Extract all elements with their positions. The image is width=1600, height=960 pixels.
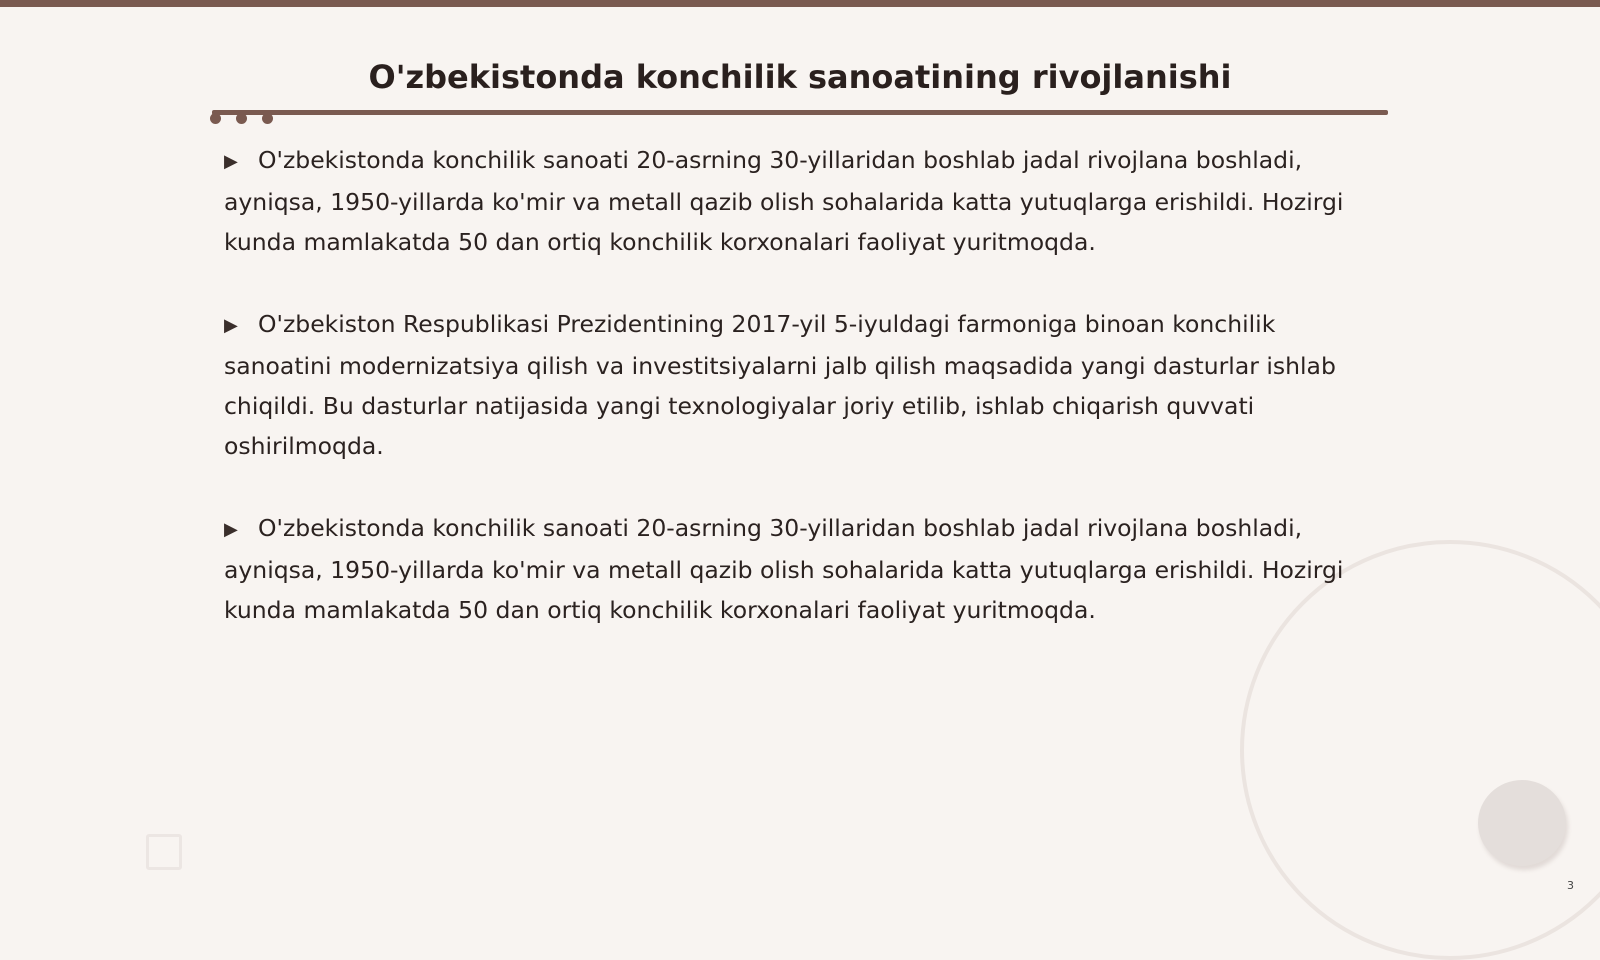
top-accent-bar: [0, 0, 1600, 7]
paragraph-text: O'zbekistonda konchilik sanoati 20-asrning 30-yillaridan boshlab jadal rivojlana boshladi, ayniqsa, 1950-yillarda ko'mir va metall qazib olish sohalarida katta yutuqlarga erishildi. Hozirgi kunda mamlakatda 50 dan ortiq konchilik korxonalari faoliyat yuritmoqda.: [224, 146, 1344, 256]
bullet-paragraph: [224, 140, 1374, 262]
paragraph-text: O'zbekiston Respublikasi Prezidentining 2017-yil 5-iyuldagi farmoniga binoan konchilik sanoatini modernizatsiya qilish va investitsiyalarni jalb qilish maqsadida yangi dasturlar ishlab chiqildi. Bu dasturlar natijasida yangi texnologiyalar joriy etilib, ishlab chiqarish quvvati oshirilmoqda.: [224, 310, 1336, 460]
decorative-circle: [1478, 780, 1566, 866]
underline-dot: [236, 113, 247, 124]
page-number: 3: [1567, 879, 1574, 892]
triangle-bullet-icon: ▶: [224, 315, 238, 336]
paragraph-text: O'zbekistonda konchilik sanoati 20-asrning 30-yillaridan boshlab jadal rivojlana boshladi, ayniqsa, 1950-yillarda ko'mir va metall qazib olish sohalarida katta yutuqlarga erishildi. Hozirgi kunda mamlakatda 50 dan ortiq konchilik korxonalari faoliyat yuritmoqda.: [224, 514, 1344, 624]
bullet-paragraph: [224, 508, 1374, 630]
triangle-bullet-icon: ▶: [224, 151, 238, 172]
title-underline: [212, 110, 1388, 115]
bullet-paragraph: [224, 304, 1374, 466]
decorative-square: [146, 834, 182, 870]
slide-body: [224, 140, 1374, 672]
underline-dot: [210, 113, 221, 124]
underline-dot: [262, 113, 273, 124]
slide-title: O'zbekistonda konchilik sanoatining rivojlanishi: [368, 58, 1232, 96]
triangle-bullet-icon: ▶: [224, 519, 238, 540]
